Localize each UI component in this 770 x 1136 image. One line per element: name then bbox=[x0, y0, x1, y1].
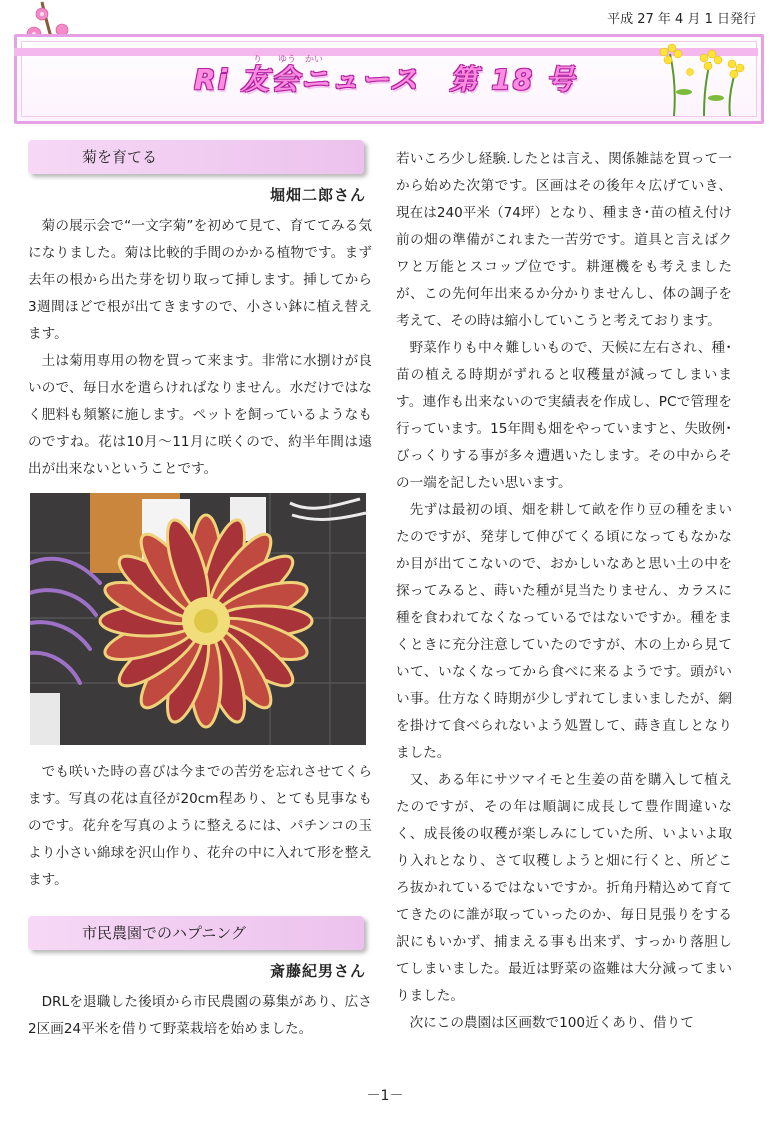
article2-paragraph: 野菜作りも中々難しいもので、天候に左右され、種･苗の植える時期がずれると収穫量が減ってしまいます。連作も出来ないので実績表を作成し、PCで管理を行っています。15年間も畑をやっていますと、失敗例･びっくりする事が多々遭遇いたします。その中からその一端を記したい思います。 bbox=[396, 340, 732, 491]
rape-blossom-illustration bbox=[644, 42, 748, 116]
article1-body-continued bbox=[28, 759, 372, 894]
left-column bbox=[28, 140, 372, 1043]
article1-author: 堀畑二郎さん bbox=[269, 186, 366, 204]
article1-paragraph: でも咲いた時の喜びは今までの苦労を忘れさせてくらます。写真の花は直径が20cm程あり、とても見事なものです。花弁を写真のように整えるには、パチンコの玉より小さい綿球を沢山作り、花弁の中に入れて形を整えます。 bbox=[28, 764, 372, 888]
page-number: －1－ bbox=[366, 1088, 404, 1104]
title-ruby-ri: り bbox=[253, 55, 263, 65]
article2-body-continued bbox=[396, 146, 732, 1037]
article1-body bbox=[28, 213, 372, 483]
article2-paragraph: 若いころ少し経験.したとは言え、関係雑誌を買って一から始めた次第です。区画はその後年々広げていき、現在は240平米（74坪）となり、種まき･苗の植え付け前の畑の準備がこれまた一苦労です。道具と言えばクワと万能とスコップ位です。耕運機をも考えましたが、この先何年出来るか分かりませんし、体の調子を考えて、その時は縮小していこうと考えております。 bbox=[396, 151, 732, 329]
article2-paragraph: 次にこの農園は区画数で100近くあり、借りて bbox=[409, 1015, 694, 1031]
right-column bbox=[396, 146, 732, 1037]
article2-body bbox=[28, 989, 372, 1043]
article1-heading: 菊を育てる bbox=[28, 140, 364, 174]
article1-paragraph: 土は菊用専用の物を買って来ます。非常に水捌けが良いので、毎日水を遣らければなりません。水だけではなく肥料も頻繁に施します。ペットを飼っているようなものですね。花は10月～11月に咲くので、約半年間は遠出が出来ないということです。 bbox=[28, 353, 372, 477]
article1-paragraph: 菊の展示会で“一文字菊”を初めて見て、育ててみる気になりました。菊は比較的手間のかかる植物です。まず去年の根から出た芽を切り取って挿します。挿してから3週間ほどで根が出てきますので、小さい鉢に植え替えます。 bbox=[28, 218, 372, 342]
article2-paragraph: 又、ある年にサツマイモと生姜の苗を購入して植えたのですが、その年は順調に成長して豊作間違いなく、成長後の収穫が楽しみにしていた所、いよいよ取り入れとなり、さて収穫しようと畑に行くと、所どころ抜かれているではないですか。折角丹精込めて育ててきたのに誰が取っていったのか、毎日見張りをする訳にもいかず、捕まえる事も出来ず、すっかり落胆してしまいました。最近は野菜の盗難は大分減ってまいりました。 bbox=[396, 772, 732, 1004]
newsletter-title: Ri 友会ニュース 第 18 号 bbox=[194, 63, 576, 96]
title-ruby-yuu: ゆう bbox=[278, 55, 297, 65]
article2-author: 斎藤紀男さん bbox=[269, 962, 366, 980]
issue-date: 平成 27 年 4 月 1 日発行 bbox=[607, 12, 756, 27]
article2-heading: 市民農園でのハプニング bbox=[28, 916, 364, 950]
article2-paragraph: DRLを退職した後頃から市民農園の募集があり、広さ2区画24平米を借りて野菜栽培を始めました。 bbox=[28, 994, 372, 1037]
chrysanthemum-photo bbox=[30, 493, 366, 745]
title-ruby-kai: かい bbox=[305, 55, 324, 65]
article2-paragraph: 先ずは最初の頃、畑を耕して畝を作り豆の種をまいたのですが、発芽して伸びてくる頃になってもなかなか目が出てこないので、おかしいなあと思い土の中を探ってみると、蒔いた種が見当たりません、カラスに種を食われてなくなっているではないですか。種をまくときに充分注意していたのですが、木の上から見ていて、いなくなってから食べに来るようです。頭がいい事。仕方なく時期が少しずれてしまいましたが、網を掛けて食べられないよう処置して、蒔き直しとなりました。 bbox=[396, 502, 732, 761]
